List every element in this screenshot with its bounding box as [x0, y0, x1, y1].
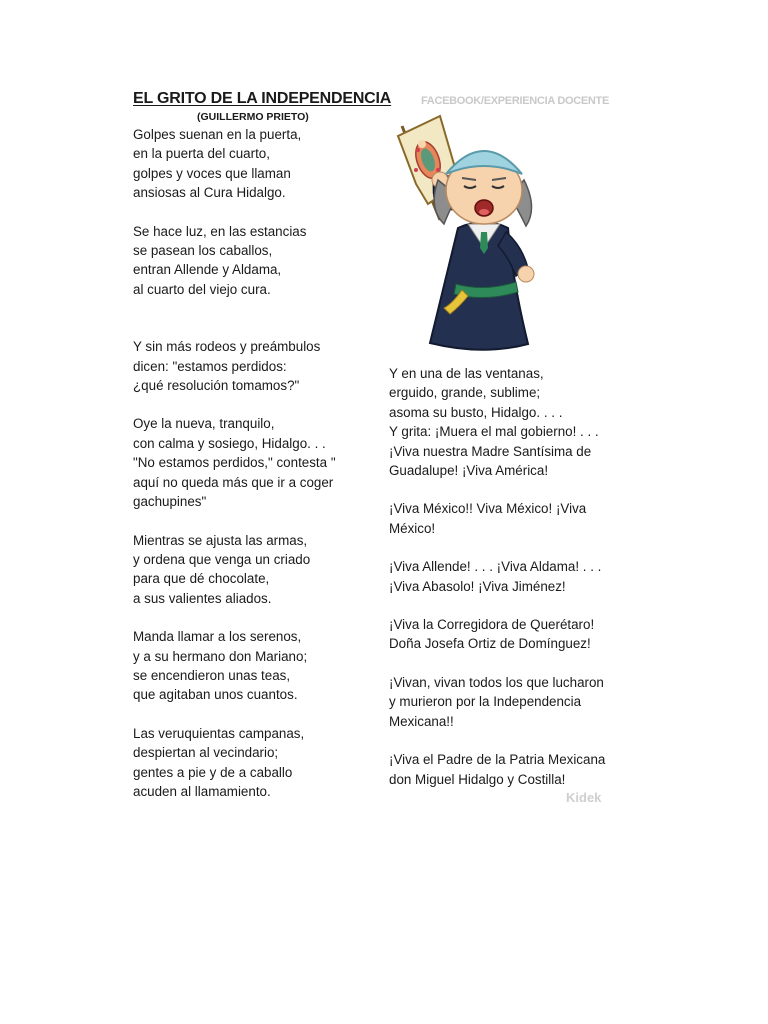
poem-line: Golpes suenan en la puerta, — [133, 127, 302, 142]
poem-author: (GUILLERMO PRIETO) — [197, 111, 309, 123]
poem-line: y a su hermano don Mariano; — [133, 648, 308, 664]
poem-line: despiertan al vecindario; — [133, 745, 279, 761]
stanza — [133, 414, 383, 511]
poem-line: que agitaban unos cuantos. — [133, 687, 298, 703]
side-hand — [518, 266, 534, 282]
poem-left-column — [133, 125, 383, 820]
poem-line: Mientras se ajusta las armas, — [133, 532, 308, 548]
poem-line: ¡Viva México!! Viva México! ¡Viva — [389, 501, 587, 517]
tongue — [479, 209, 489, 215]
stanza — [133, 724, 383, 802]
poem-line: con calma y sosiego, Hidalgo. . . — [133, 435, 326, 451]
poem-line: entran Allende y Aldama, — [133, 262, 282, 278]
artist-signature: Kidek — [566, 790, 602, 805]
poem-line: para que dé chocolate, — [133, 571, 270, 587]
poem-right-column — [389, 364, 639, 808]
poem-line: gachupines" — [133, 494, 207, 510]
stanza — [389, 557, 639, 596]
stanza — [389, 364, 639, 480]
hidalgo-illustration — [388, 108, 566, 358]
poem-line: ¡Vivan, vivan todos los que lucharon — [389, 674, 604, 690]
stanza — [389, 615, 639, 654]
stanza — [133, 627, 383, 705]
poem-line: Y sin más rodeos y preámbulos — [133, 339, 321, 355]
poem-line: gentes a pie y de a caballo — [133, 764, 293, 780]
poem-line: Y grita: ¡Muera el mal gobierno! . . . — [389, 424, 599, 440]
poem-line: ansiosas al Cura Hidalgo. — [133, 185, 286, 201]
stanza — [389, 750, 639, 789]
poem-line: ¡Viva el Padre de la Patria Mexicana — [389, 752, 606, 768]
poem-line: Se hace luz, en las estancias — [133, 223, 307, 239]
poem-line: "No estamos perdidos," contesta " — [133, 455, 336, 471]
watermark-text: FACEBOOK/EXPERIENCIA DOCENTE — [421, 95, 609, 107]
poem-line: asoma su busto, Hidalgo. . . . — [389, 404, 563, 420]
stanza — [133, 531, 383, 609]
poem-line: aquí no queda más que ir a coger — [133, 474, 334, 490]
poem-line: Mexicana!! — [389, 713, 454, 729]
poem-line: Oye la nueva, tranquilo, — [133, 416, 275, 432]
poem-line: Las veruquientas campanas, — [133, 725, 305, 741]
poem-line: ¿qué resolución tomamos?" — [133, 378, 300, 394]
stanza — [389, 673, 639, 731]
stanza — [133, 222, 383, 300]
poem-line: dicen: "estamos perdidos: — [133, 358, 287, 374]
poem-line: en la puerta del cuarto, — [133, 146, 270, 162]
poem-line: ¡Viva nuestra Madre Santísima de — [389, 443, 592, 459]
poem-line: acuden al llamamiento. — [133, 783, 271, 799]
poem-line: ¡Viva Allende! . . . ¡Viva Aldama! . . . — [389, 559, 602, 575]
poem-line: se encendieron unas teas, — [133, 667, 291, 683]
stanza — [133, 125, 383, 203]
poem-line: Y en una de las ventanas, — [389, 366, 544, 381]
poem-line: y ordena que venga un criado — [133, 551, 311, 567]
poem-line: ¡Viva la Corregidora de Querétaro! — [389, 617, 595, 633]
poem-line: Doña Josefa Ortiz de Domínguez! — [389, 636, 591, 652]
poem-line: ¡Viva Abasolo! ¡Viva Jiménez! — [389, 578, 566, 594]
stanza — [133, 337, 383, 395]
poem-line: al cuarto del viejo cura. — [133, 281, 271, 297]
poem-line: golpes y voces que llaman — [133, 165, 291, 181]
poem-line: Guadalupe! ¡Viva América! — [389, 463, 549, 479]
stanza — [389, 499, 639, 538]
poem-line: y murieron por la Independencia — [389, 694, 582, 710]
poem-title: EL GRITO DE LA INDEPENDENCIA — [133, 90, 392, 107]
poem-line: se pasean los caballos, — [133, 243, 273, 259]
poem-line: Manda llamar a los serenos, — [133, 629, 302, 645]
poem-line: a sus valientes aliados. — [133, 590, 272, 606]
poem-line: erguido, grande, sublime; — [389, 385, 541, 401]
poem-line: México! — [389, 520, 436, 536]
poem-line: don Miguel Hidalgo y Costilla! — [389, 771, 566, 787]
